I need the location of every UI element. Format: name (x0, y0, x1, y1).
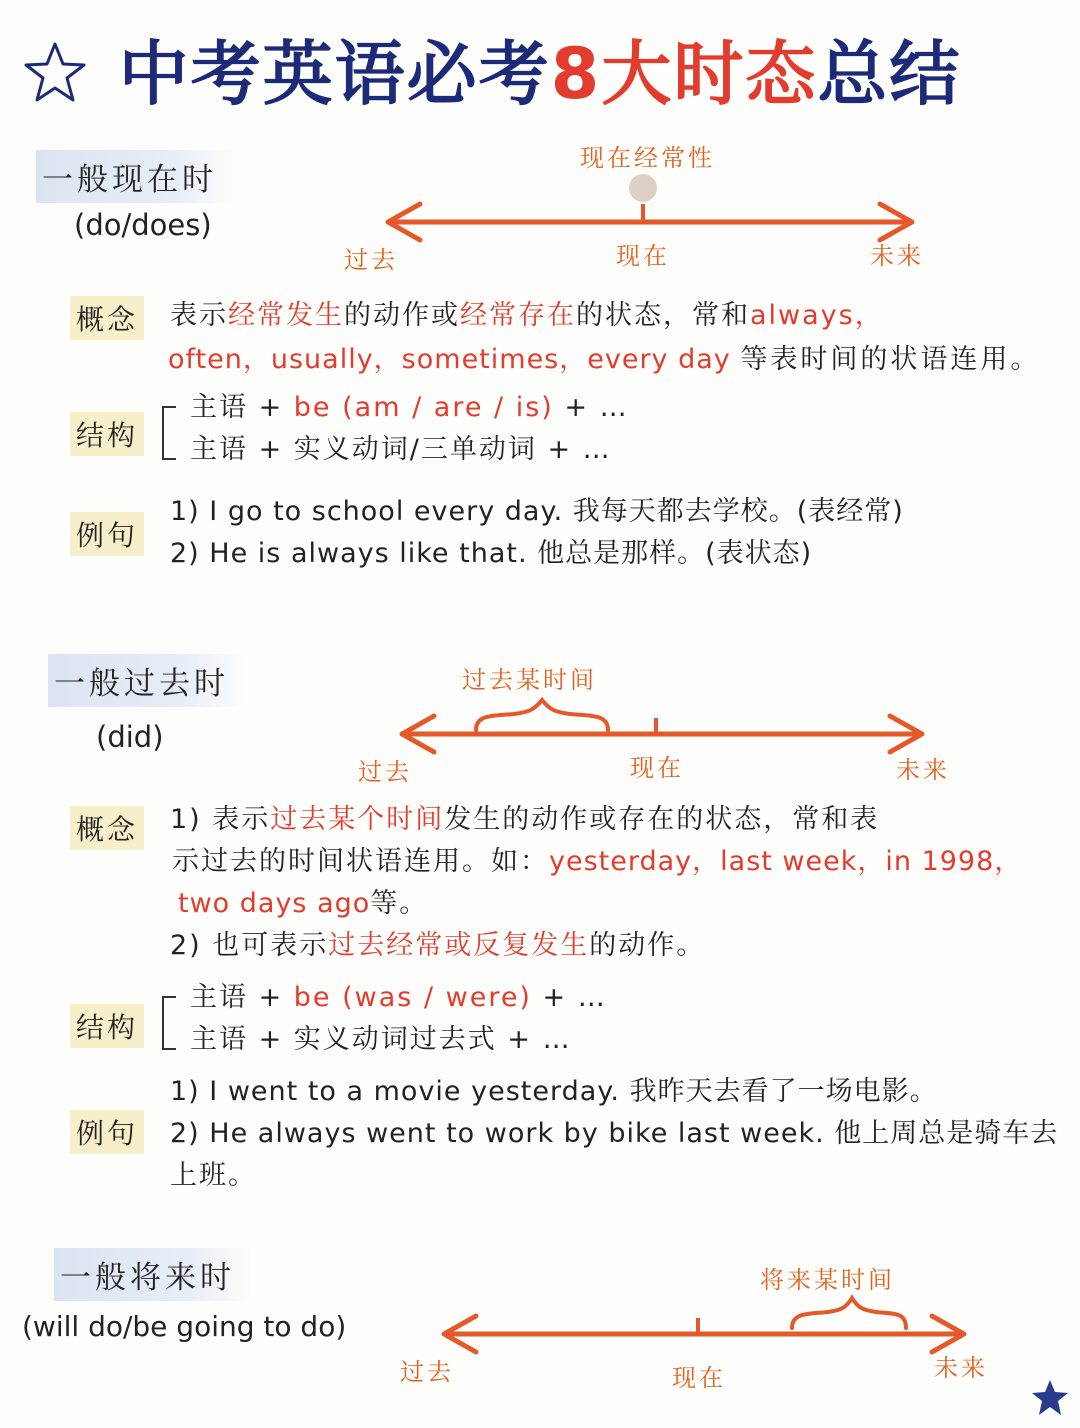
s1-label-past: 过去 (344, 246, 398, 274)
title-part1: 中考英语必考 (118, 33, 551, 115)
s1-structure-label: 结构 (70, 412, 144, 456)
title-part3: 总结 (817, 33, 962, 115)
s1-example-1: 1) I go to school every day. 我每天都去学校。(表经常) (170, 496, 904, 527)
s2-brace (476, 700, 608, 730)
section3-timeline (436, 1294, 976, 1354)
s3-label-future: 未来 (934, 1354, 988, 1382)
s2-example-2: 2) He always went to work by bike last week. 他上周总是骑车去 (170, 1118, 1059, 1149)
s2-label-now: 现在 (630, 754, 684, 782)
s2-example-2-cont: 上班。 (170, 1160, 257, 1191)
section1-formula: (do/does) (74, 208, 212, 242)
s1-structure-bracket (162, 406, 176, 460)
s1-concept-line2: often，usually，sometimes，every day 等表时间的状语连用。 (168, 344, 1041, 375)
s2-structure-bracket (162, 996, 176, 1050)
section2-heading: 一般过去时 (48, 654, 245, 707)
s2-timeline-note: 过去某时间 (462, 666, 597, 694)
s1-now-dot (629, 174, 657, 202)
s2-structure-line1: 主语 + be (was / were) + … (190, 982, 607, 1013)
s1-label-future: 未来 (870, 242, 924, 270)
s3-brace (792, 1298, 906, 1328)
title-part2: 8大时态 (550, 33, 818, 115)
s3-timeline-note: 将来某时间 (760, 1266, 895, 1294)
page-title (0, 18, 1080, 119)
s1-example-2: 2) He is always like that. 他总是那样。(表状态) (170, 538, 813, 569)
section3-formula: (will do/be going to do) (22, 1310, 347, 1343)
s2-label-past: 过去 (358, 758, 412, 786)
s1-structure-line1: 主语 + be (am / are / is) + … (190, 392, 629, 423)
section3-heading: 一般将来时 (54, 1248, 251, 1301)
s2-concept-line1: 1) 表示过去某个时间发生的动作或存在的状态，常和表 (170, 804, 880, 835)
s1-concept-label: 概念 (70, 296, 144, 340)
section2-timeline (394, 696, 934, 756)
s3-label-past: 过去 (400, 1358, 454, 1386)
s1-example-label: 例句 (70, 512, 144, 556)
s2-concept-line2: 示过去的时间状语连用。如：yesterday，last week，in 1998， (172, 846, 1023, 877)
s1-label-now: 现在 (616, 242, 670, 270)
s1-timeline-note: 现在经常性 (580, 144, 715, 172)
section1-heading: 一般现在时 (36, 150, 233, 203)
s2-label-future: 未来 (896, 756, 950, 784)
s1-structure-line2: 主语 + 实义动词/三单动词 + … (190, 434, 612, 465)
s2-concept-label: 概念 (70, 806, 144, 850)
s2-example-label: 例句 (70, 1110, 144, 1154)
s2-concept-line4: 2) 也可表示过去经常或反复发生的动作。 (170, 930, 706, 961)
s3-label-now: 现在 (672, 1364, 726, 1392)
s2-structure-label: 结构 (70, 1004, 144, 1048)
star-filled-icon (1030, 1378, 1070, 1418)
s2-structure-line2: 主语 + 实义动词过去式 + … (190, 1024, 572, 1055)
s1-concept-line1: 表示经常发生的动作或经常存在的状态，常和always， (170, 300, 884, 331)
section2-formula: (did) (96, 720, 164, 754)
s2-concept-line3: two days ago等。 (178, 888, 429, 919)
s2-example-1: 1) I went to a movie yesterday. 我昨天去看了一场电影。 (170, 1076, 938, 1107)
